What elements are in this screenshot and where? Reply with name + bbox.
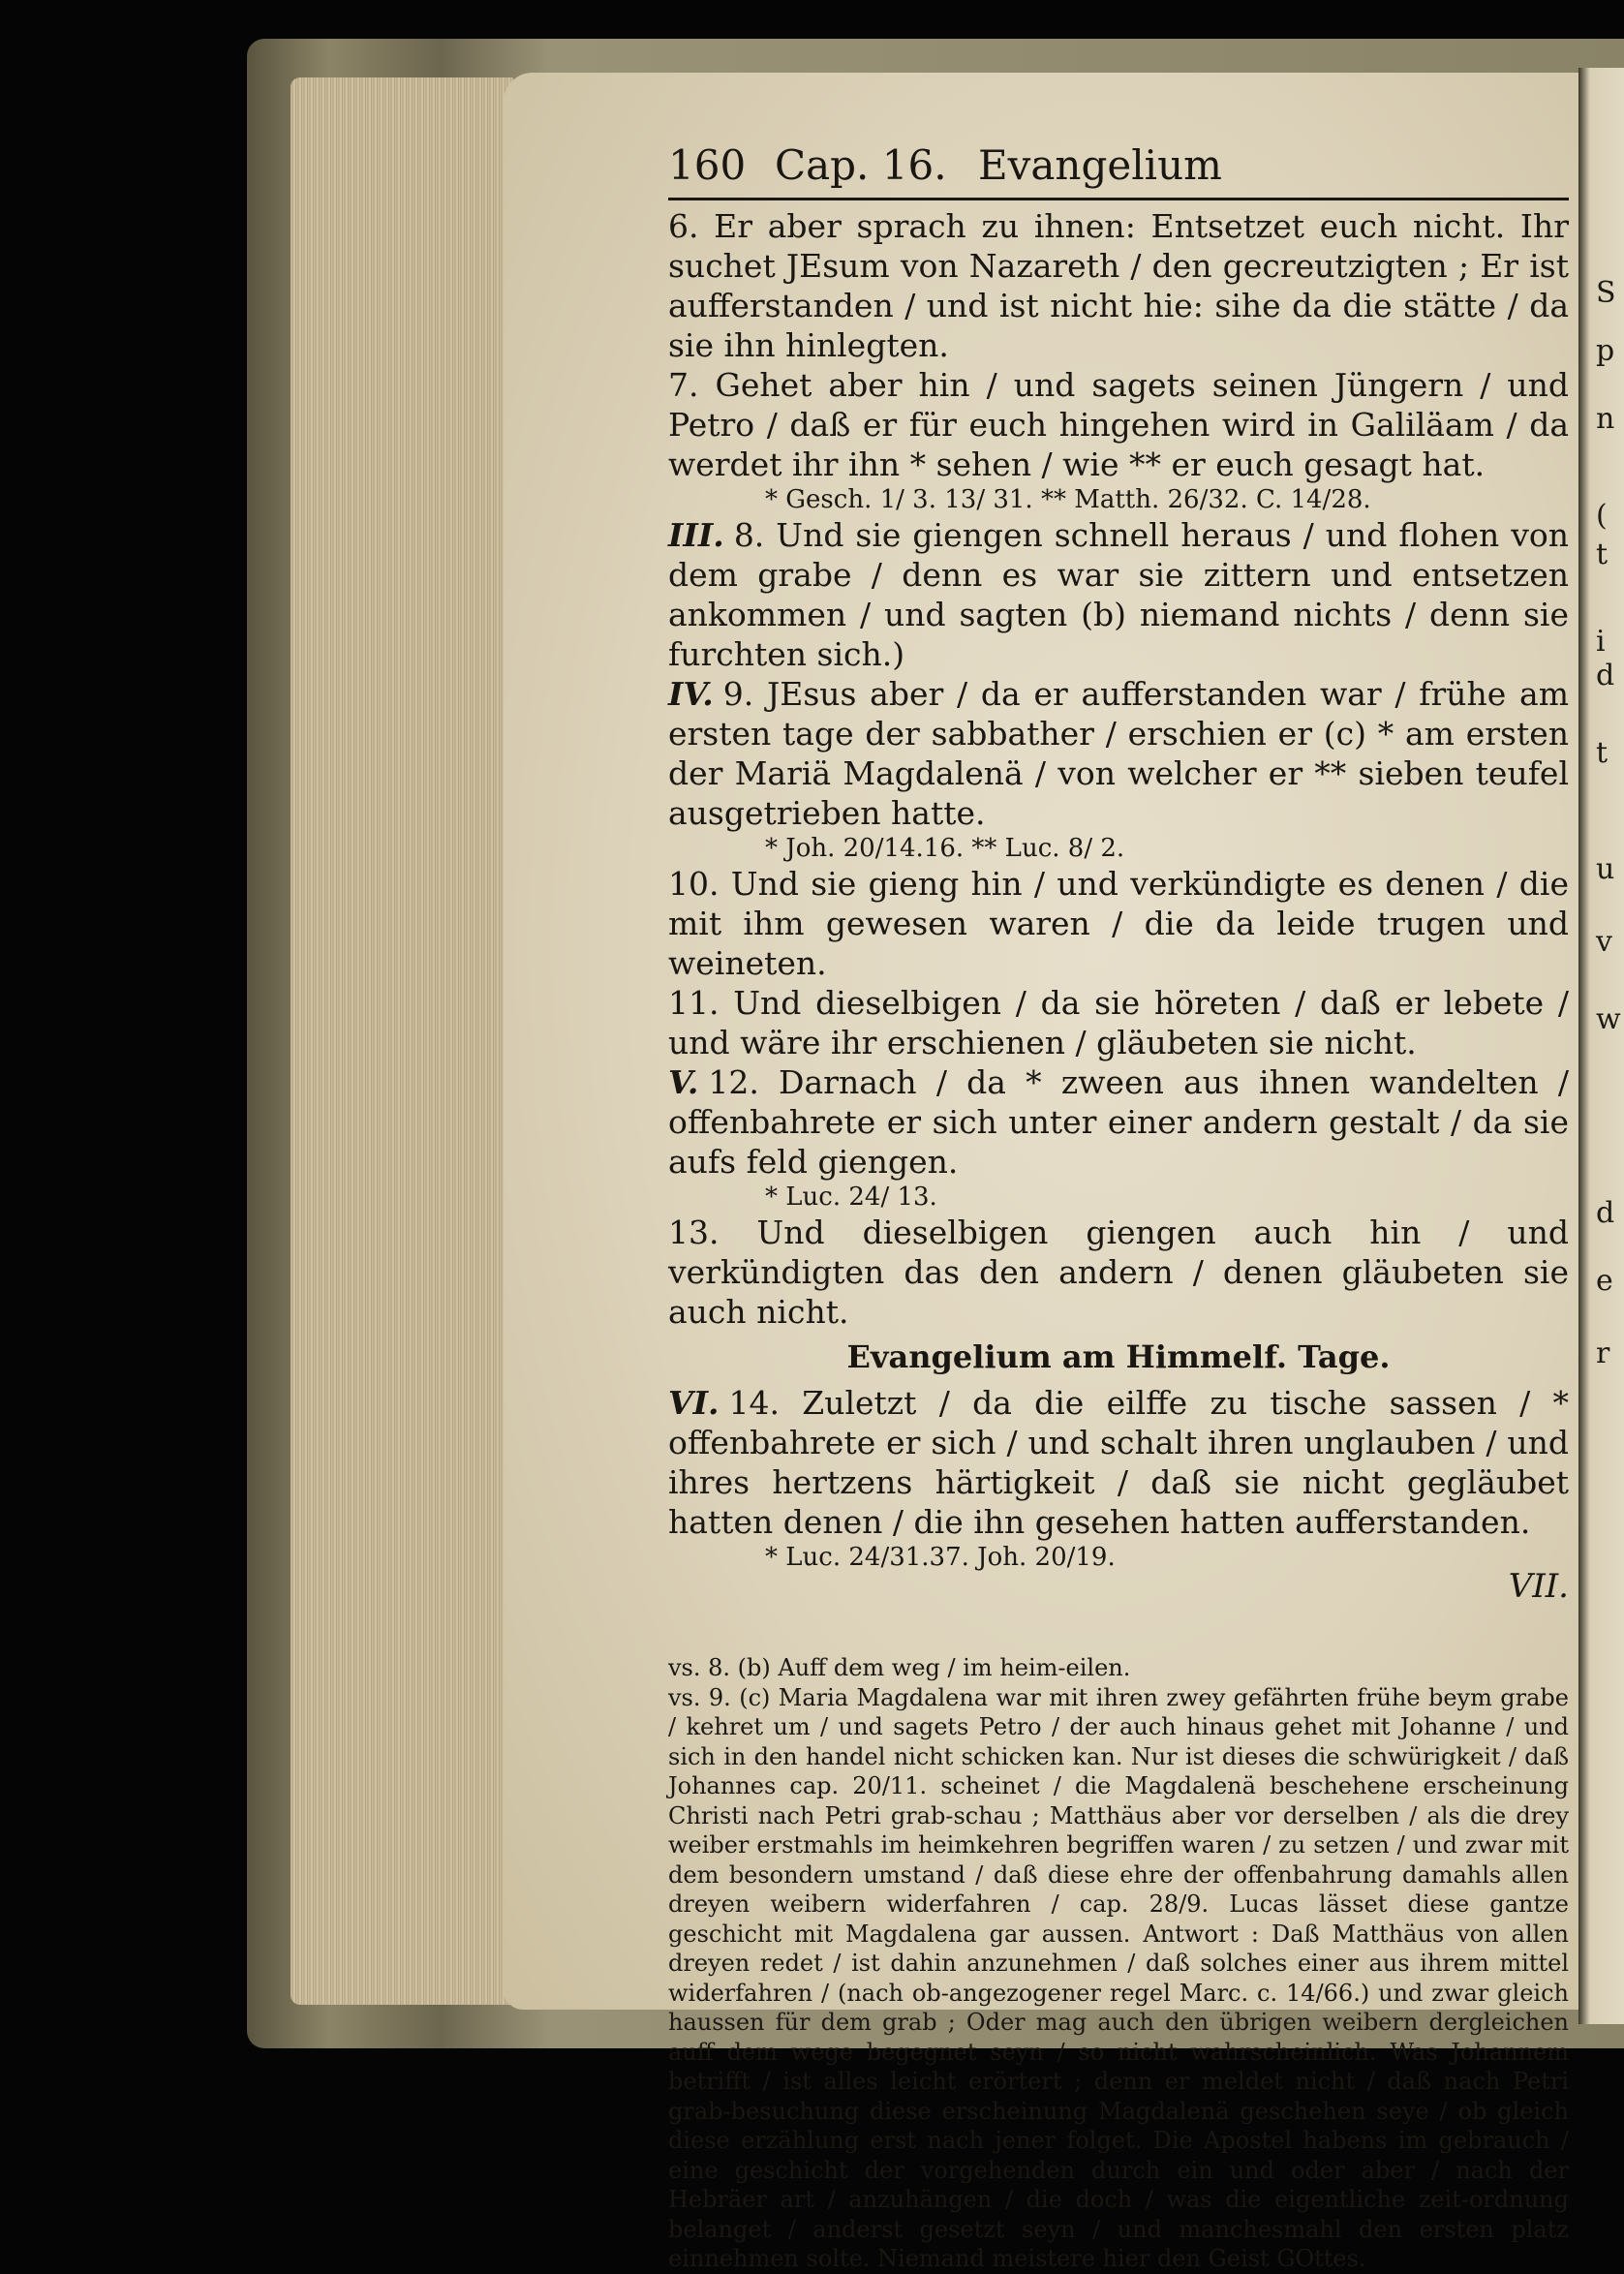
- verse: 10. Und sie gieng hin / und verkündigte es denen / die mit ihm gewesen waren / die da leide trugen und weineten.: [668, 865, 1569, 982]
- verse-text: 14. Zuletzt / da die eilffe zu tische sassen / * offenbahrete er sich / und schalt ihren unglauben / und ihres hertzens härtigkeit / daß sie nicht gegläubet hatten denen / die ihn gesehen hatten aufferstanden.: [668, 1384, 1569, 1541]
- verse: [668, 674, 1569, 833]
- facing-page-letter: e: [1596, 1264, 1613, 1298]
- cross-reference: * Luc. 24/ 13.: [765, 1183, 937, 1212]
- page-text: [668, 141, 1569, 2274]
- header-rule: [668, 198, 1569, 200]
- verse: 11. Und dieselbigen / da sie höreten / daß er lebete / und wäre ihr erschienen / gläubeten sie nicht.: [668, 984, 1569, 1061]
- facing-page-letter: t: [1596, 538, 1609, 571]
- facing-page-letter: v: [1596, 925, 1612, 959]
- verse: 13. Und dieselbigen giengen auch hin / und verkündigten das den andern / denen gläubeten sie auch nicht.: [668, 1214, 1569, 1331]
- facing-page-letter: w: [1596, 1002, 1621, 1036]
- page-header: [668, 141, 1569, 196]
- cross-reference: * Luc. 24/31.37. Joh. 20/19.: [765, 1543, 1116, 1572]
- facing-page-letter: p: [1596, 334, 1615, 368]
- facing-page-letter: n: [1596, 402, 1615, 436]
- catchword: VII.: [1508, 1567, 1569, 1606]
- facing-page-letter: r: [1596, 1337, 1610, 1370]
- page-number: 160: [668, 141, 747, 189]
- section-numeral: IV.: [668, 675, 714, 713]
- section-numeral: V.: [668, 1063, 699, 1101]
- facing-page-letter: t: [1596, 736, 1609, 770]
- facing-page-letter: (: [1596, 499, 1608, 533]
- facing-page-letter: i: [1596, 625, 1606, 659]
- verse: [668, 1383, 1569, 1542]
- footnote: vs. 9. (c) Maria Magdalena war mit ihren zwey gefährten frühe beym grabe / kehret um / und sagets Petro / der auch hinaus gehet mit Johanne / und sich in den handel nicht schicken kan. Nur ist dieses die schwürigkeit / daß Johannes cap. 20/11. scheinet / die Magdalenä beschehene erscheinung Christi nach Petri grab-schau ; Matthäus aber vor derselben / als die drey weiber erstmahls im heimkehren begriffen waren / zu setzen / und zwar mit dem besondern umstand / daß diese ehre der offenbahrung damahls allen dreyen weibern widerfahren / cap. 28/9. Lucas lässet diese gantze geschicht mit Magdalena gar aussen. Antwort : Daß Matthäus von allen dreyen redet / ist dahin anzunehmen / daß solches einer aus ihrem mittel widerfahren / (nach ob-angezogener regel Marc. c. 14/66.) und zwar gleich haussen für dem grab ; Oder mag auch den übrigen weibern dergleichen auff dem wege begegnet seyn / so nicht wahrscheinlich. Was Johannem betrifft / ist alles leicht erörtert ; denn er meldet nicht / daß nach Petri grab-besuchung diese erscheinung Magdalenä geschehen seye / ob gleich diese erzählung erst nach jener folget. Die Apostel habens im gebrauch / eine geschicht der vorgehenden durch ein und oder aber / nach der Hebräer art / anzuhängen / die doch / was die eigentliche zeit-ordnung belanget / anderst gesetzt seyn / und manchesmahl den ersten platz einnehmen solte. Niemand meistere hier den Geist GOttes.: [668, 1683, 1569, 2272]
- facing-page-letter: u: [1596, 852, 1615, 886]
- chapter-label: Cap. 16.: [775, 141, 947, 189]
- footnotes: [668, 1653, 1569, 2274]
- verse-text: 9. JEsus aber / da er aufferstanden war / frühe am ersten tage der sabbather / erschien er (c) * am ersten der Mariä Magdalenä / von welcher er ** sieben teufel ausgetrieben hatte.: [668, 675, 1569, 832]
- facing-page-letter: d: [1596, 659, 1615, 692]
- verse-text: 8. Und sie giengen schnell heraus / und flohen von dem grabe / denn es war sie zittern und entsetzen ankommen / und sagten (b) niemand nichts / denn sie furchten sich.): [668, 516, 1569, 673]
- verse: 6. Er aber sprach zu ihnen: Entsetzet euch nicht. Ihr suchet JEsum von Nazareth / den gecreutzigten ; Er ist aufferstanden / und ist nicht hie: sihe da die stätte / da sie ihn hinlegten.: [668, 207, 1569, 364]
- section-numeral: VI.: [668, 1384, 720, 1422]
- verse: [668, 515, 1569, 674]
- facing-page-letter: S: [1596, 276, 1616, 310]
- facing-page-strip: [1578, 68, 1624, 2024]
- footnote: vs. 8. (b) Auff dem weg / im heim-eilen.: [668, 1654, 1131, 1681]
- running-title: Evangelium: [978, 141, 1222, 189]
- section-numeral: III.: [668, 516, 724, 554]
- verse-text: 12. Darnach / da * zween aus ihnen wandelten / offenbahrete er sich unter einer andern gestalt / da sie aufs feld giengen.: [668, 1063, 1569, 1181]
- facing-page-letter: d: [1596, 1196, 1615, 1230]
- page-edges: [291, 77, 513, 2005]
- verse: 7. Gehet aber hin / und sagets seinen Jüngern / und Petro / daß er für euch hingehen wird in Galiläam / da werdet ihr ihn * sehen / wie ** er euch gesagt hat.: [668, 366, 1569, 483]
- cross-reference: * Joh. 20/14.16. ** Luc. 8/ 2.: [765, 834, 1125, 863]
- section-heading: Evangelium am Himmelf. Tage.: [846, 1338, 1391, 1375]
- verse: [668, 1062, 1569, 1182]
- cross-reference: * Gesch. 1/ 3. 13/ 31. ** Matth. 26/32. C. 14/28.: [765, 485, 1371, 514]
